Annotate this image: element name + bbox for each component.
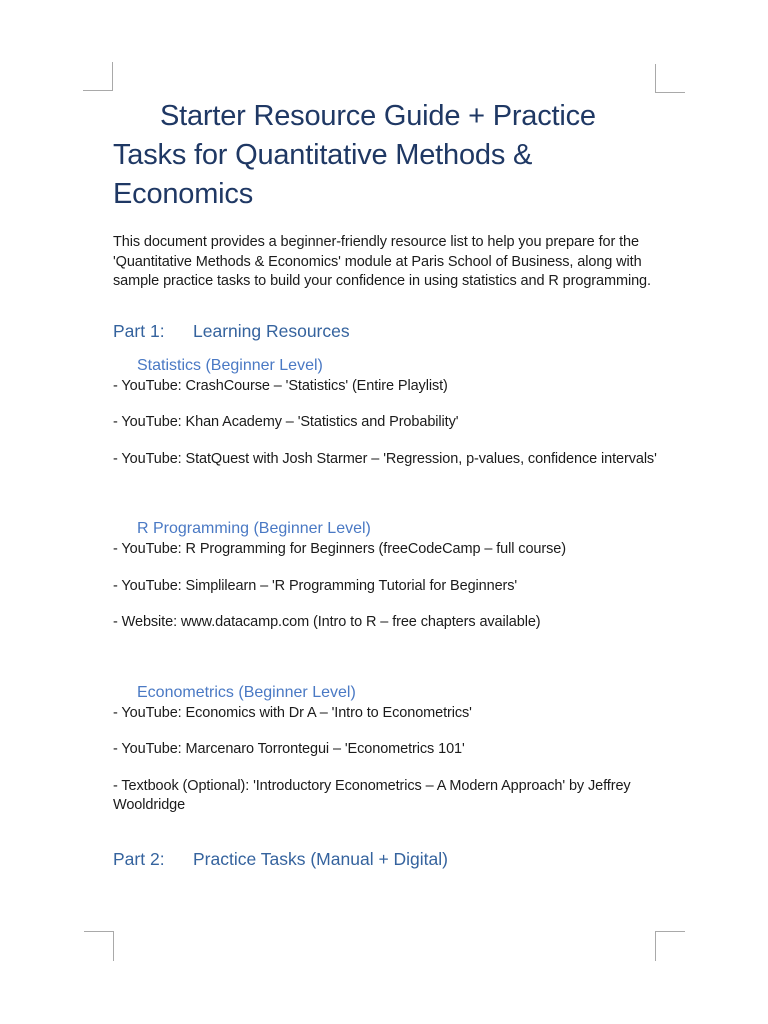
part-1-heading-text: Learning Resources — [193, 320, 350, 341]
subsection-r-programming — [113, 518, 663, 650]
subsection-statistics — [113, 355, 663, 487]
resource-item: - Textbook (Optional): 'Introductory Econometrics – A Modern Approach' by Jeffrey Wooldridge — [113, 777, 631, 813]
document-title: Starter Resource Guide + Practice Tasks for Quantitative Methods & Economics — [113, 100, 596, 210]
part-1-heading — [113, 320, 663, 342]
subsection-econometrics-heading: Econometrics (Beginner Level) — [137, 683, 356, 701]
section-part-2 — [113, 848, 663, 870]
subsection-r-programming-heading: R Programming (Beginner Level) — [137, 520, 371, 537]
resource-item: - YouTube: StatQuest with Josh Starmer – 'Regression, p-values, confidence intervals' — [113, 450, 657, 467]
resource-item: - YouTube: CrashCourse – 'Statistics' (Entire Playlist) — [113, 377, 448, 394]
resource-item: - YouTube: Khan Academy – 'Statistics and Probability' — [113, 414, 459, 430]
resource-item: - YouTube: Marcenaro Torrontegui – 'Econometrics 101' — [113, 741, 465, 757]
text-body — [113, 97, 663, 870]
resource-item: - YouTube: Economics with Dr A – 'Intro to Econometrics' — [113, 704, 472, 721]
part-2-label: Part 2: — [113, 848, 165, 869]
crop-mark-top-left — [83, 62, 113, 91]
intro-paragraph: This document provides a beginner-friendly resource list to help you prepare for the 'Quantitative Methods & Economics' module at Paris School of Business, along with sample practice tasks to build your confidence in using statistics and R programming. — [113, 234, 651, 289]
resource-item: - Website: www.datacamp.com (Intro to R – free chapters available) — [113, 614, 541, 630]
section-part-1 — [113, 320, 663, 833]
subsection-econometrics — [113, 682, 663, 833]
part-1-label: Part 1: — [113, 320, 165, 341]
crop-mark-bottom-left — [84, 931, 114, 961]
crop-mark-bottom-right — [655, 931, 685, 961]
crop-mark-top-right — [655, 64, 685, 93]
resource-item: - YouTube: Simplilearn – 'R Programming Tutorial for Beginners' — [113, 577, 518, 594]
part-2-heading-text: Practice Tasks (Manual + Digital) — [193, 848, 448, 869]
resource-item: - YouTube: R Programming for Beginners (freeCodeCamp – full course) — [113, 541, 566, 557]
subsection-statistics-heading: Statistics (Beginner Level) — [137, 356, 323, 374]
part-2-heading — [113, 848, 663, 870]
